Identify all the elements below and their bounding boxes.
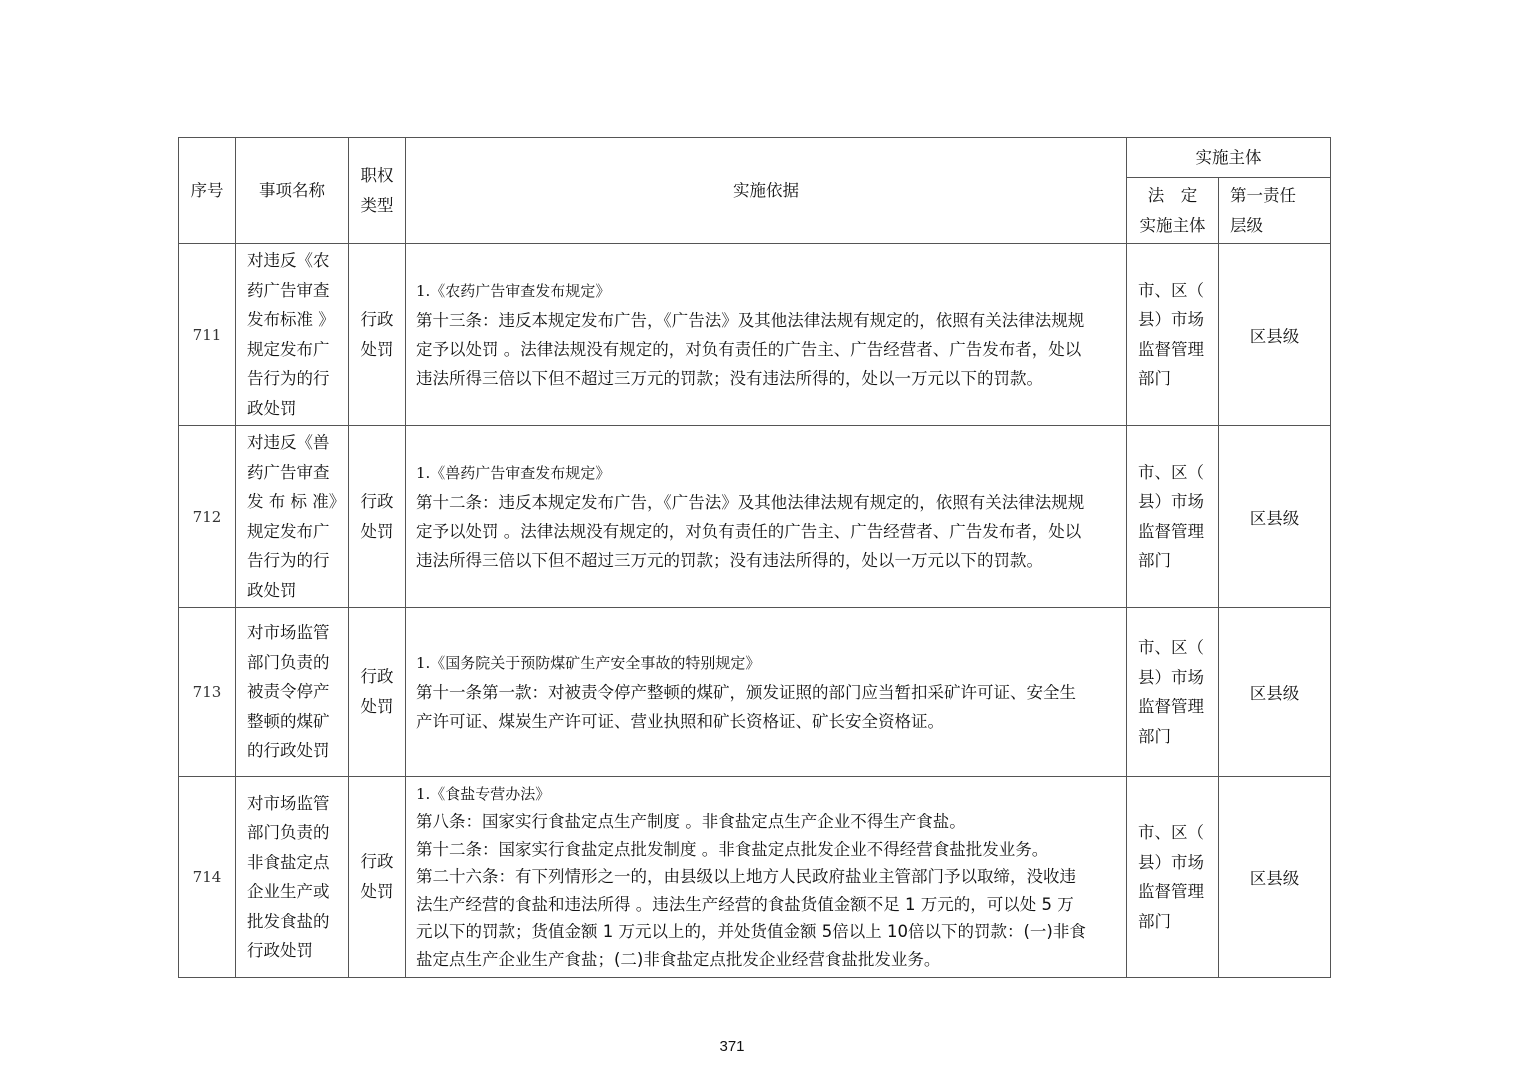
basis-cell [406,608,1127,777]
item-name-line: 发 布 标 准》 [247,492,346,511]
legal-subject-cell [1127,608,1219,777]
legal-subject-line: 部门 [1138,911,1171,931]
basis-text-line: 第八条：国家实行食盐定点生产制度 。非食盐定点生产企业不得生产食盐。 [416,812,966,832]
legal-subject-line: 市、区（ [1138,638,1204,657]
legal-subject-line: 部门 [1138,551,1171,570]
legal-subject-line: 县）市场 [1138,310,1204,329]
basis-regulation-title: 1.《国务院关于预防煤矿生产安全事故的特别规定》 [416,653,761,672]
basis-text-line: 第十三条：违反本规定发布广告，《广告法》及其他法律法规有规定的，依照有关法律法规规 [416,310,1085,330]
item-name-line: 药广告审查 [247,280,330,300]
basis-text-line: 法生产经营的食盐和违法所得 。违法生产经营的食盐货值金额不足 1 万元的，可以处 5 万 [416,894,1074,914]
basis-regulation-title: 1.《农药广告审查发布规定》 [416,281,611,300]
item-name-line: 批发食盐的 [247,911,330,931]
item-name-line: 政处罚 [247,398,297,418]
power-type-line: 处罚 [360,339,394,359]
row-number: 714 [179,777,236,978]
item-name-line: 对违反《兽 [247,433,330,452]
legal-subject-line: 监督管理 [1138,882,1204,901]
legal-subject-line: 市、区（ [1138,280,1204,300]
table-body [179,244,1331,978]
item-name-line: 规定发布广 [247,521,330,541]
header-first-level-line: 层级 [1230,215,1263,235]
table-row [179,426,1331,608]
legal-subject-line: 监督管理 [1138,697,1204,716]
item-name-line: 发布标准 》 [247,310,335,329]
table-row [179,608,1331,777]
basis-cell [406,777,1127,978]
item-name-cell [236,608,349,777]
legal-subject-cell [1127,777,1219,978]
legal-subject-line: 市、区（ [1138,823,1204,842]
item-name-line: 对违反《农 [247,251,330,270]
item-name-line: 部门负责的 [247,823,330,842]
item-name-cell [236,777,349,978]
row-number: 712 [179,426,236,608]
header-item-name: 事项名称 [236,138,349,244]
basis-text-line: 盐定点生产企业生产食盐；(二)非食盐定点批发企业经营食盐批发业务。 [416,949,941,969]
header-first-level [1219,178,1331,244]
basis-cell [406,426,1127,608]
basis-text-line: 违法所得三倍以下但不超过三万元的罚款；没有违法所得的，处以一万元以下的罚款。 [416,368,1043,388]
administrative-penalty-table [178,137,1331,978]
power-type-line: 行政 [360,852,394,871]
item-name-line: 规定发布广 [247,339,330,359]
header-subject-group: 实施主体 [1127,138,1331,178]
header-power-type-line: 职权 [360,165,394,185]
power-type-cell [349,608,406,777]
header-row-top [179,138,1331,178]
header-power-type-line: 类型 [360,195,394,215]
row-number: 713 [179,608,236,777]
item-name-line: 非食盐定点 [247,852,330,872]
legal-subject-cell [1127,426,1219,608]
header-legal-subject-line: 法 定 [1147,185,1198,205]
legal-subject-line: 县）市场 [1138,492,1204,511]
legal-subject-cell [1127,244,1219,426]
item-name-line: 告行为的行 [247,551,330,570]
header-first-level-line: 第一责任 [1230,185,1296,205]
basis-text-line: 定予以处罚 。法律法规没有规定的，对负有责任的广告主、广告经营者、广告发布者，处以 [416,521,1082,541]
item-name-line: 企业生产或 [247,882,330,901]
table-row [179,777,1331,978]
legal-subject-line: 市、区（ [1138,462,1204,482]
basis-text-line: 第十一条第一款：对被责令停产整顿的煤矿，颁发证照的部门应当暂扣采矿许可证、安全生 [416,682,1076,702]
item-name-line: 告行为的行 [247,369,330,388]
basis-regulation-title: 1.《兽药广告审查发布规定》 [416,463,611,482]
item-name-line: 对市场监管 [247,793,330,813]
row-number: 711 [179,244,236,426]
item-name-line: 的行政处罚 [247,741,330,761]
item-name-line: 对市场监管 [247,623,330,643]
header-legal-subject-line: 实施主体 [1139,215,1206,235]
table-row [179,244,1331,426]
item-name-line: 被责令停产 [247,682,330,702]
item-name-line: 药广告审查 [247,462,330,482]
power-type-line: 处罚 [360,697,394,716]
legal-subject-line: 县）市场 [1138,667,1204,687]
power-type-line: 行政 [360,309,394,329]
item-name-line: 整顿的煤矿 [247,711,330,731]
power-type-cell [349,777,406,978]
basis-text-line: 第十二条：国家实行食盐定点批发制度 。非食盐定点批发企业不得经营食盐批发业务。 [416,839,1049,859]
basis-text-line: 产许可证、煤炭生产许可证、营业执照和矿长资格证、矿长安全资格证。 [416,711,944,731]
item-name-cell [236,244,349,426]
basis-text-line: 违法所得三倍以下但不超过三万元的罚款；没有违法所得的，处以一万元以下的罚款。 [416,550,1043,570]
item-name-line: 部门负责的 [247,652,330,672]
legal-subject-line: 监督管理 [1138,339,1204,359]
basis-text-line: 第二十六条：有下列情形之一的，由县级以上地方人民政府盐业主管部门予以取缔，没收违 [416,867,1076,887]
item-name-line: 行政处罚 [247,941,313,960]
basis-text-line: 定予以处罚 。法律法规没有规定的，对负有责任的广告主、广告经营者、广告发布者，处以 [416,339,1082,359]
power-type-line: 处罚 [360,882,394,901]
power-type-line: 行政 [360,491,394,511]
basis-regulation-title: 1.《食盐专营办法》 [416,784,551,803]
legal-subject-line: 部门 [1138,726,1171,746]
page-number: 371 [719,1038,745,1055]
item-name-line: 政处罚 [247,580,297,600]
power-type-cell [349,244,406,426]
power-type-cell [349,426,406,608]
header-seq: 序号 [179,138,236,244]
basis-text-line: 元以下的罚款；货值金额 1 万元以上的，并处货值金额 5倍以上 10倍以下的罚款：(一)非食 [416,922,1086,942]
power-type-line: 处罚 [360,521,394,541]
first-level-cell: 区县级 [1219,426,1331,608]
header-basis: 实施依据 [406,138,1127,244]
header-power-type [349,138,406,244]
first-level-cell: 区县级 [1219,777,1331,978]
basis-text-line: 第十二条：违反本规定发布广告，《广告法》及其他法律法规有规定的，依照有关法律法规规 [416,492,1085,512]
item-name-cell [236,426,349,608]
basis-cell [406,244,1127,426]
legal-subject-line: 监督管理 [1138,521,1204,541]
legal-subject-line: 县）市场 [1138,852,1204,872]
power-type-line: 行政 [360,667,394,686]
first-level-cell: 区县级 [1219,608,1331,777]
legal-subject-line: 部门 [1138,369,1171,388]
first-level-cell: 区县级 [1219,244,1331,426]
header-legal-subject [1127,178,1219,244]
